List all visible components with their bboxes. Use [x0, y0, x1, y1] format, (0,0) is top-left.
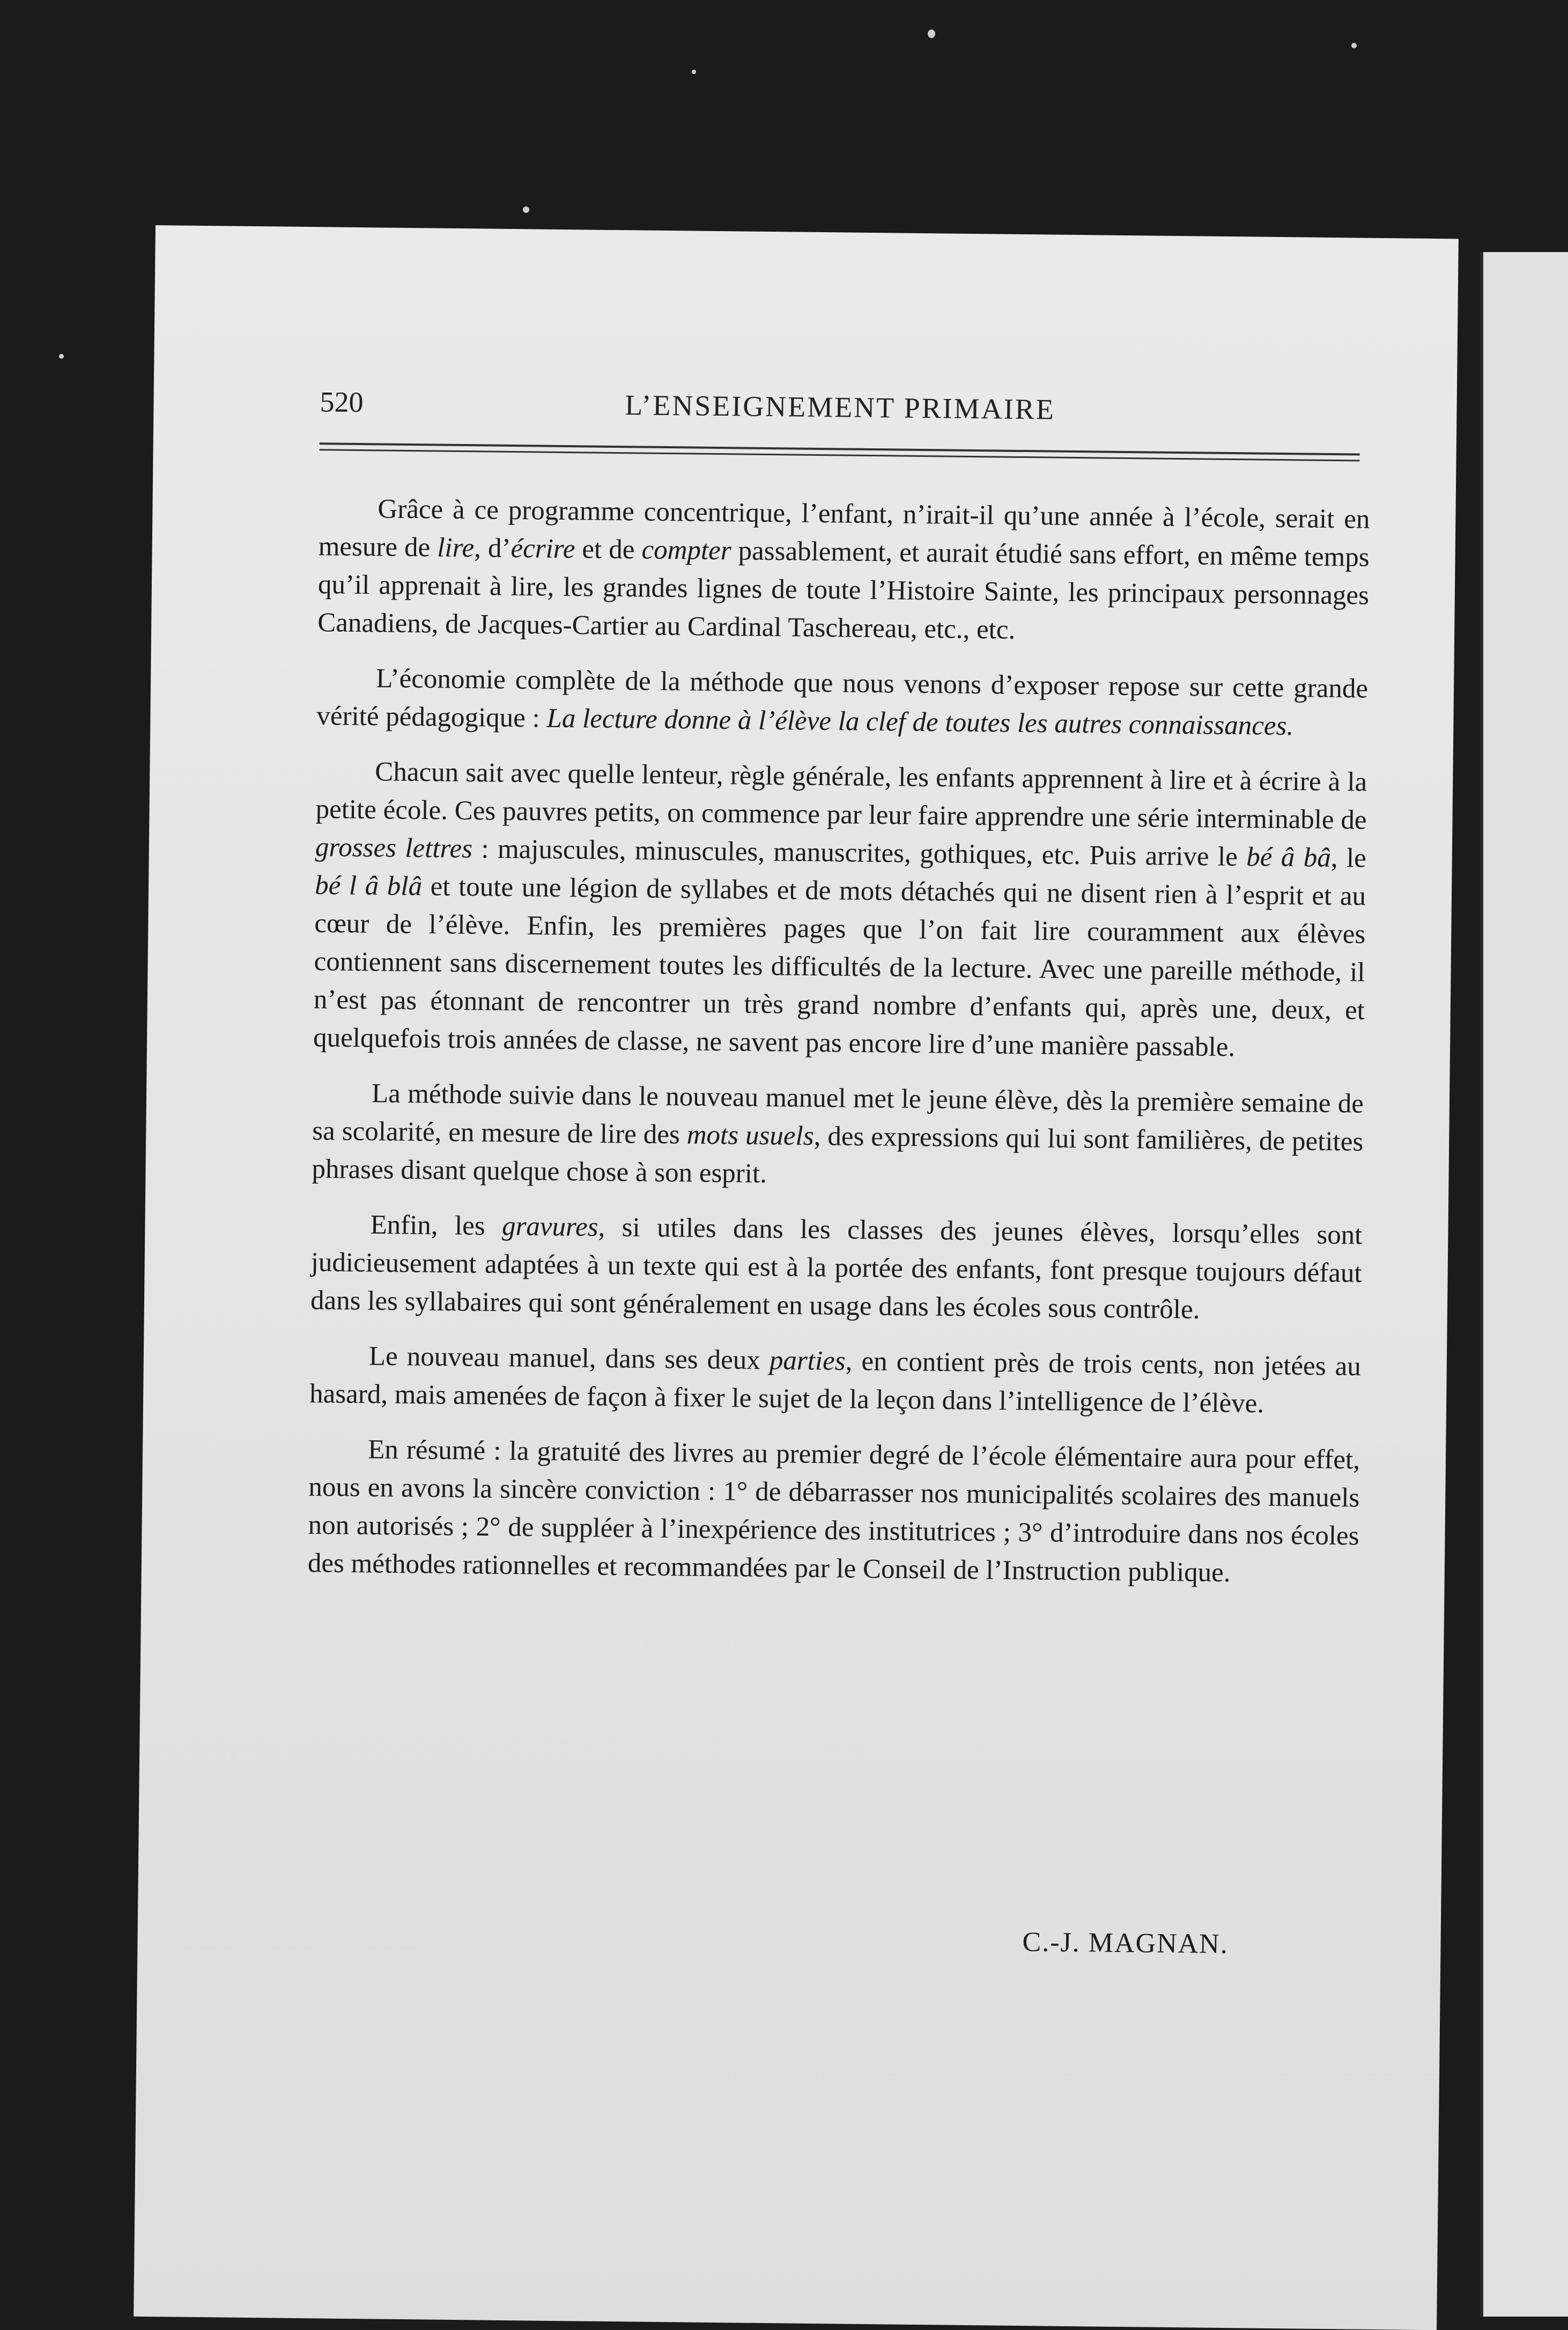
header-rule-bottom	[320, 449, 1360, 461]
paragraph-methode: La méthode suivie dans le nouveau manuel met le jeune élève, dès la première semaine de sa scolarité, en mesure de lire des mots usuels, des expressions qui lui sont familières, de petites phrases disant quelque chose à son esprit.	[312, 1078, 1364, 1189]
paragraph-resume: En résumé : la gratuité des livres au premier degré de l’école élémentaire aura pour effet, nous en avons la sincère conviction : 1° de débarrasser nos municipalités scolaires des manuels non autorisés ; 2° de suppléer à l’inexpérience des institutrices ; 3° d’introduire dans nos écoles des méthodes rationnelles et recommandées par le Conseil de l’Instruction publique.	[307, 1434, 1360, 1588]
paragraph-lenteur: Chacun sait avec quelle lenteur, règle générale, les enfants apprennent à lire et à écrire à la petite école. Ces pauvres petits, on commence par leur faire apprendre une série interminable de grosses lettres : majuscules, minuscules, manuscrites, gothiques, etc. Puis arrive le bé â bâ, le bé l â blâ et toute une légion de syllabes et de mots détachés qui ne disent rien à l’esprit et au cœur de l’élève. Enfin, les premières pages que l’on fait lire couramment aux élèves contiennent sans discernement toutes les difficultés de la lecture. Avec une pareille méthode, il n’est pas étonnant de rencontrer un très grand nombre d’enfants qui, après une, deux, et quelquefois trois années de classe, ne savent pas encore lire d’une manière passable.	[313, 757, 1367, 1063]
page-number: 520	[320, 386, 364, 419]
dust-speck	[59, 354, 64, 359]
paragraph-gravures: Enfin, les gravures, si utiles dans les classes des jeunes élèves, lorsqu’elles sont judicieusement adaptées à un texte qui est à la portée des enfants, font presque toujours défaut dans les syllabaires qui sont généralement en usage dans les écoles sous contrôle.	[310, 1210, 1363, 1325]
book-page	[134, 225, 1459, 2330]
header-rule-top	[320, 442, 1360, 455]
dust-speck	[928, 29, 935, 38]
dust-speck	[1351, 43, 1357, 48]
running-title: L’ENSEIGNEMENT PRIMAIRE	[624, 389, 1056, 426]
article-body	[307, 490, 1370, 1610]
dust-speck	[692, 70, 696, 74]
dust-speck	[523, 206, 529, 213]
page-header	[320, 385, 1360, 444]
paragraph-programme: Grâce à ce programme concentrique, l’enfant, n’irait-il qu’une année à l’école, serait en mesure de lire, d’écrire et de compter passablement, et aurait étudié sans effort, en même temps qu’il apprenait à lire, les grandes lignes de toute l’Histoire Sainte, les principaux personnages Canadiens, de Jacques-Cartier au Cardinal Taschereau, etc., etc.	[317, 494, 1370, 645]
paragraph-economie: L’économie complète de la méthode que nous venons d’exposer repose sur cette grande vérité pédagogique : La lecture donne à l’élève la clef de toutes les autres connaissances.	[316, 663, 1369, 742]
paragraph-manuel: Le nouveau manuel, dans ses deux parties, en contient près de trois cents, non jetées au hasard, mais amenées de façon à fixer le sujet de la leçon dans l’intelligence de l’élève.	[309, 1341, 1362, 1419]
adjacent-page-edge	[1480, 252, 1568, 2317]
author-signature: C.-J. MAGNAN.	[1022, 1927, 1229, 1960]
